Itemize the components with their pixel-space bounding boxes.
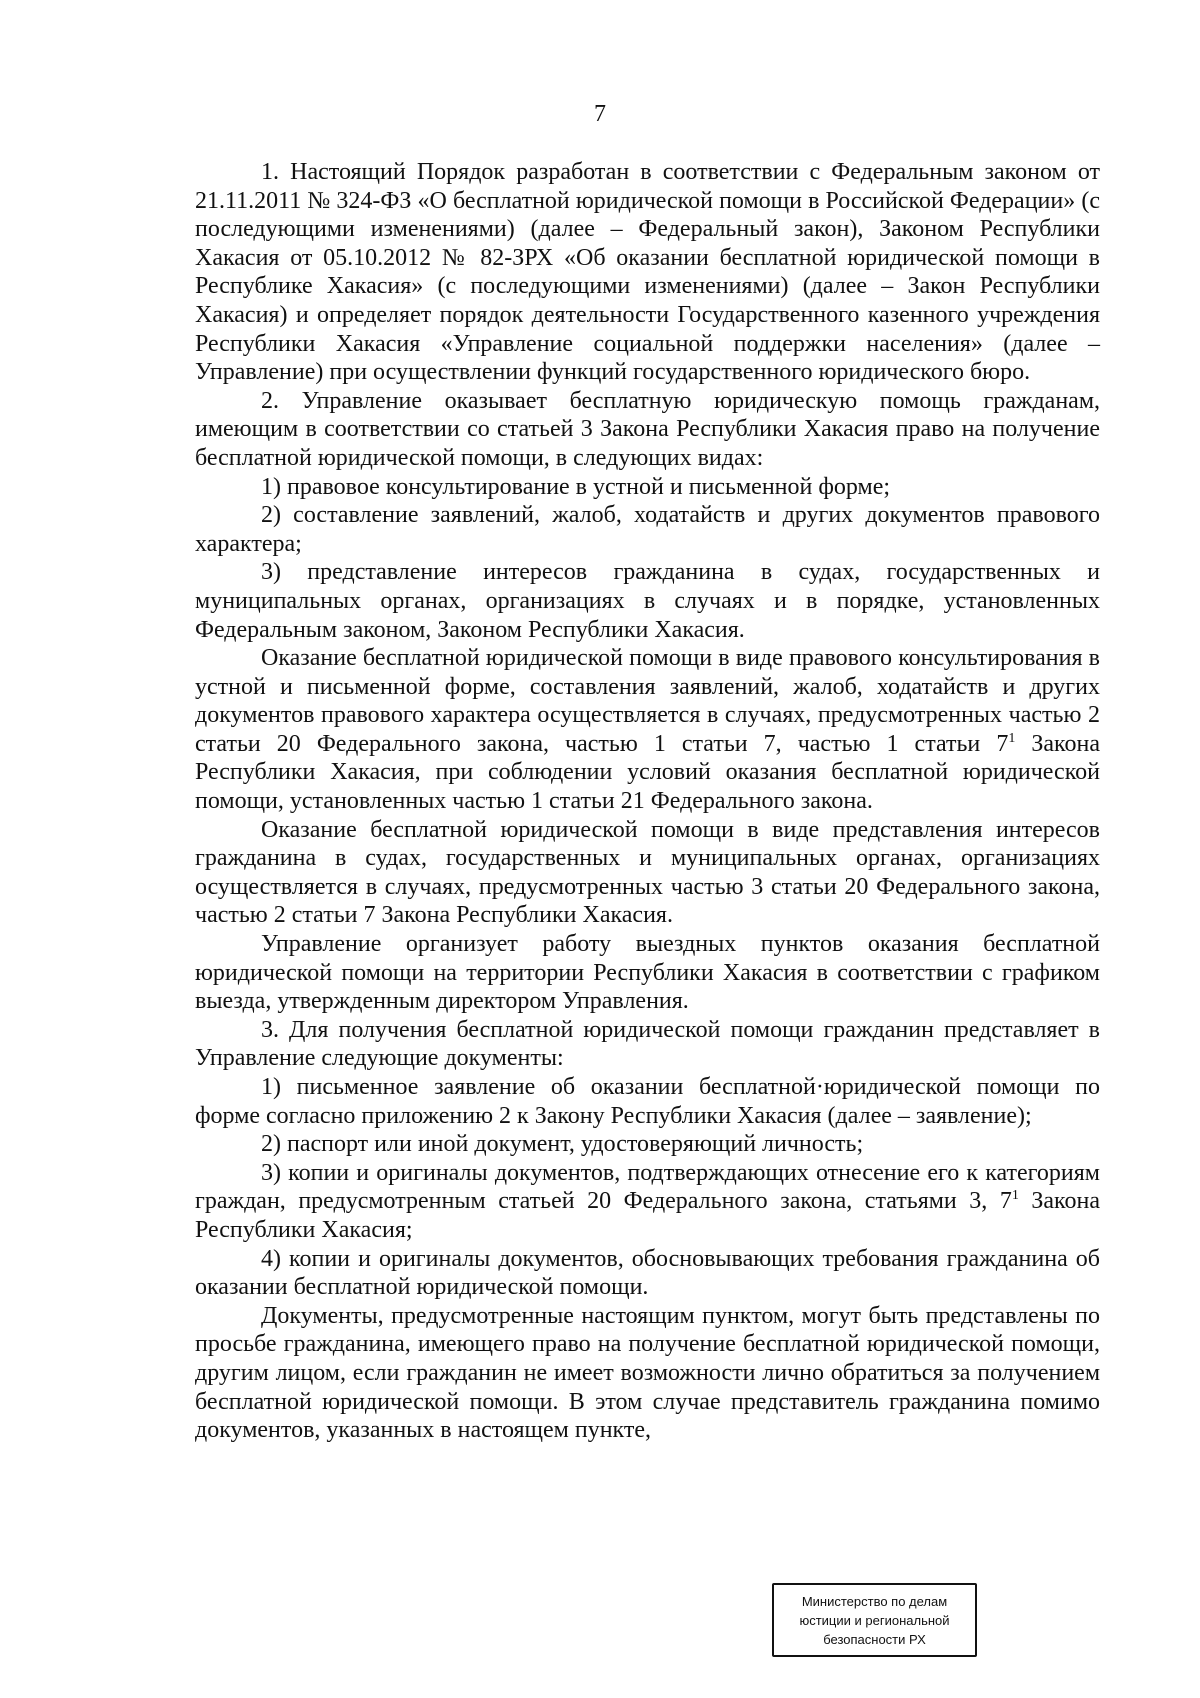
paragraph-consulting-cases: Оказание бесплатной юридической помощи в виде правового консультирования в устной и письменной форме, составления заявлений, жалоб, ходатайств и других документов правового характера осуществляется в случаях, предусмотренных частью 2 статьи 20 Федерального закона, частью 1 статьи 7, частью 1 статьи $7^1$ Закона Республики Хакасия, при соблюдении условий оказания бесплатной юридической помощи, установленных частью 1 статьи 21 Федерального закона. <box>195 645 1100 815</box>
paragraph-representative: Документы, предусмотренные настоящим пунктом, могут быть представлены по просьбе гражданина, имеющего право на получение бесплатной юридической помощи, другим лицом, если гражданин не имеет возможности лично обратиться за получением бесплатной юридической помощи. В этом случае представитель гражданина помимо документов, указанных в настоящем пункте, <box>195 1302 1100 1444</box>
ministry-stamp <box>772 1583 977 1657</box>
list-item-passport: 2) паспорт или иной документ, удостоверяющий личность; <box>261 1131 864 1158</box>
page-number: 7 <box>594 101 606 127</box>
list-item-application: 1) письменное заявление об оказании бесплатной·юридической помощи по форме согласно приложению 2 к Закону Республики Хакасия (далее – заявление); <box>195 1074 1100 1129</box>
paragraph-representation-cases: Оказание бесплатной юридической помощи в виде представления интересов гражданина в судах, государственных и муниципальных органах, организациях осуществляется в случаях, предусмотренных частью 3 статьи 20 Федерального закона, частью 2 статьи 7 Закона Республики Хакасия. <box>195 816 1100 929</box>
list-item-consulting: 1) правовое консультирование в устной и письменной форме; <box>261 473 891 500</box>
stamp-line: Министерство по делам <box>801 1593 948 1609</box>
list-item-category-docs: 3) копии и оригиналы документов, подтверждающих отнесение его к категориям граждан, предусмотренным статьей 20 Федерального закона, статьями 3, $7^1$ Закона Республики Хакасия; <box>195 1159 1100 1243</box>
paragraph-2: 2. Управление оказывает бесплатную юридическую помощь гражданам, имеющим в соответствии со статьей 3 Закона Республики Хакасия право на получение бесплатной юридической помощи, в следующих видах: <box>195 387 1100 471</box>
paragraph-field-points: Управление организует работу выездных пунктов оказания бесплатной юридической помощи на территории Республики Хакасия в соответствии с графиком выезда, утвержденным директором Управления. <box>195 931 1100 1015</box>
stamp-line: юстиции и региональной <box>799 1612 950 1628</box>
stamp-line: безопасности РХ <box>823 1631 926 1647</box>
document-body <box>195 158 1100 1445</box>
paragraph-3: 3. Для получения бесплатной юридической помощи гражданин представляет в Управление следующие документы: <box>195 1016 1100 1072</box>
list-item-claim-docs: 4) копии и оригиналы документов, обосновывающих требования гражданина об оказании бесплатной юридической помощи. <box>195 1245 1100 1301</box>
paragraph-1: 1. Настоящий Порядок разработан в соответствии с Федеральным законом от 21.11.2011 № 324-ФЗ «О бесплатной юридической помощи в Российской Федерации» (с последующими изменениями) (далее – Федеральный закон), Законом Республики Хакасия от 05.10.2012 № 82-ЗРХ «Об оказании бесплатной юридической помощи в Республике Хакасия» (с последующими изменениями) (далее – Закон Республики Хакасия) и определяет порядок деятельности Государственного казенного учреждения Республики Хакасия «Управление социальной поддержки населения» (далее – Управление) при осуществлении функций государственного юридического бюро. <box>195 159 1100 386</box>
list-item-representation: 3) представление интересов гражданина в судах, государственных и муниципальных органах, организациях в случаях и в порядке, установленных Федеральным законом, Законом Республики Хакасия. <box>195 559 1100 643</box>
list-item-drafting: 2) составление заявлений, жалоб, ходатайств и других документов правового характера; <box>195 502 1100 557</box>
